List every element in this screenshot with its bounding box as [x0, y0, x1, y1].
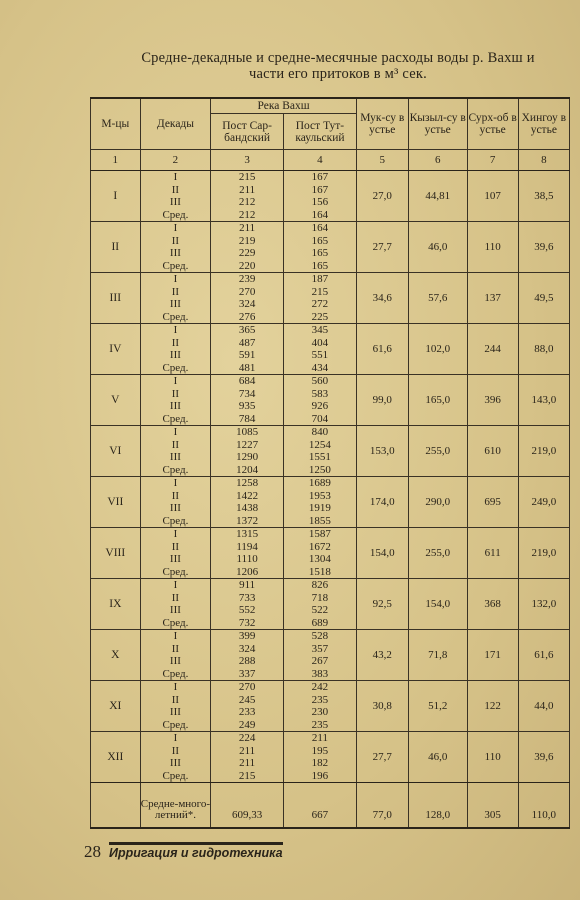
long-term-muksu: 77,0: [356, 783, 408, 829]
title-line-1: Средне-декадные и средне-месячные расходы воды р. Вахш и: [141, 50, 535, 66]
post-tutkaul-values: [283, 222, 356, 273]
post-sarband-values-value: 784: [238, 412, 256, 425]
decade-list-value: I: [173, 681, 178, 693]
post-sarband-values-value: 276: [238, 310, 256, 323]
decade-list-value: Сред.: [162, 361, 189, 374]
post-tutkaul-values-value: 704: [311, 412, 329, 425]
post-tutkaul-values-value: 357: [311, 642, 329, 655]
table-row: [91, 477, 570, 528]
decade-list: [140, 273, 211, 324]
post-tutkaul-values-value: 196: [311, 769, 329, 782]
post-sarband-values-value: 1422: [236, 489, 259, 502]
muksu-value: 61,6: [356, 324, 408, 375]
decade-list-value: III: [169, 298, 181, 310]
col-number: 5: [356, 150, 408, 171]
post-sarband-values: [211, 579, 284, 630]
khingou-value: 132,0: [518, 579, 569, 630]
post-tutkaul-values-value: 434: [311, 361, 329, 374]
post-sarband-values-value: 399: [238, 630, 256, 642]
muksu-value: 99,0: [356, 375, 408, 426]
post-tutkaul-values: [283, 273, 356, 324]
post-tutkaul-values-value: 522: [311, 604, 329, 616]
month-label: II: [91, 222, 141, 273]
post-tutkaul-values-value: 182: [311, 757, 329, 769]
post-tutkaul-values-value: 242: [311, 681, 329, 693]
khingou-value: 88,0: [518, 324, 569, 375]
table-row: [91, 375, 570, 426]
post-tutkaul-values-value: 1518: [308, 565, 331, 578]
kyzylsu-value: 44,81: [408, 171, 467, 222]
decade-list-value: II: [171, 438, 180, 451]
post-sarband-values-value: 220: [238, 259, 256, 272]
post-tutkaul-values-value: 1689: [308, 477, 331, 489]
decade-list-value: Сред.: [162, 565, 189, 578]
decade-list-value: I: [173, 528, 178, 540]
post-sarband-values: [211, 681, 284, 732]
table-row: [91, 426, 570, 477]
kyzylsu-value: 57,6: [408, 273, 467, 324]
long-term-average-label: Средне-много-летний*.: [140, 783, 211, 829]
decade-list-value: Сред.: [162, 463, 189, 476]
table-row: [91, 273, 570, 324]
muksu-value: 43,2: [356, 630, 408, 681]
decade-list-value: II: [171, 183, 180, 196]
decade-list: [140, 324, 211, 375]
table-title: [96, 50, 580, 82]
decade-list-value: II: [171, 489, 180, 502]
post-sarband-values: [211, 732, 284, 783]
decade-list-value: III: [169, 757, 181, 769]
post-sarband-values-value: 734: [238, 387, 256, 400]
table-row: [91, 732, 570, 783]
post-sarband-values-value: 219: [238, 234, 256, 247]
month-label: VIII: [91, 528, 141, 579]
decade-list-value: III: [169, 655, 181, 667]
post-tutkaul-values-value: 718: [311, 591, 329, 604]
muksu-value: 27,7: [356, 732, 408, 783]
kyzylsu-value: 290,0: [408, 477, 467, 528]
post-sarband-values-value: 935: [238, 400, 256, 412]
decade-list: [140, 681, 211, 732]
post-sarband-values: [211, 477, 284, 528]
surkhob-value: 611: [467, 528, 518, 579]
post-tutkaul-values-value: 195: [311, 744, 329, 757]
month-label: XI: [91, 681, 141, 732]
decade-list-value: II: [171, 591, 180, 604]
surkhob-value: 244: [467, 324, 518, 375]
table-row: [91, 171, 570, 222]
decade-list: [140, 426, 211, 477]
header-muksu: Мук-су в устье: [356, 98, 408, 150]
post-tutkaul-values: [283, 477, 356, 528]
long-term-khingou: 110,0: [518, 783, 569, 829]
muksu-value: 92,5: [356, 579, 408, 630]
post-tutkaul-values: [283, 324, 356, 375]
muksu-value: 153,0: [356, 426, 408, 477]
post-sarband-values-value: 215: [238, 171, 256, 183]
kyzylsu-value: 165,0: [408, 375, 467, 426]
post-sarband-values-value: 245: [238, 693, 256, 706]
post-sarband-values-value: 337: [238, 667, 256, 680]
decade-list-value: II: [171, 285, 180, 298]
kyzylsu-value: 255,0: [408, 426, 467, 477]
post-tutkaul-values: [283, 426, 356, 477]
post-sarband-values: [211, 528, 284, 579]
header-post-sarband: Пост Сар-бандский: [211, 114, 284, 150]
post-tutkaul-values-value: 1587: [308, 528, 331, 540]
decade-list-value: III: [169, 247, 181, 259]
month-label: I: [91, 171, 141, 222]
discharge-table: [90, 97, 570, 829]
decade-list-value: Сред.: [162, 514, 189, 527]
header-decades: Декады: [140, 98, 211, 150]
post-tutkaul-values-value: 345: [311, 324, 329, 336]
decade-list-value: II: [171, 744, 180, 757]
table-body: [91, 171, 570, 783]
col-number: 6: [408, 150, 467, 171]
post-sarband-values: [211, 171, 284, 222]
post-sarband-values-value: 211: [239, 757, 256, 769]
table-row: [91, 630, 570, 681]
post-tutkaul-values-value: 164: [311, 208, 329, 221]
col-number: 3: [211, 150, 284, 171]
post-tutkaul-values-value: 383: [311, 667, 329, 680]
post-tutkaul-values-value: 187: [311, 273, 329, 285]
khingou-value: 61,6: [518, 630, 569, 681]
table-row: [91, 579, 570, 630]
post-sarband-values-value: 224: [238, 732, 256, 744]
title-line-2: части его притоков в м³ сек.: [249, 66, 427, 82]
surkhob-value: 396: [467, 375, 518, 426]
month-label: IX: [91, 579, 141, 630]
post-tutkaul-values-value: 840: [311, 426, 329, 438]
long-term-surkhob: 305: [467, 783, 518, 829]
decade-list-value: II: [171, 540, 180, 553]
decade-list: [140, 630, 211, 681]
long-term-post-sarband: 609,33: [211, 783, 284, 829]
decade-list-value: I: [173, 732, 178, 744]
post-sarband-values-value: 211: [239, 744, 256, 757]
kyzylsu-value: 51,2: [408, 681, 467, 732]
post-sarband-values-value: 1194: [236, 540, 258, 553]
post-tutkaul-values-value: 1254: [308, 438, 331, 451]
journal-title: Ирригация и гидротехника: [109, 842, 283, 860]
page-footer: [84, 842, 283, 862]
post-tutkaul-values: [283, 681, 356, 732]
surkhob-value: 137: [467, 273, 518, 324]
header-post-tutkaul: Пост Тут-каульский: [283, 114, 356, 150]
post-tutkaul-values: [283, 171, 356, 222]
post-sarband-values-value: 215: [238, 769, 256, 782]
decade-list-value: I: [173, 222, 178, 234]
page-number: 28: [84, 842, 101, 861]
post-tutkaul-values-value: 272: [311, 298, 329, 310]
col-number: 1: [91, 150, 141, 171]
month-label: X: [91, 630, 141, 681]
khingou-value: 219,0: [518, 528, 569, 579]
decade-list-value: III: [169, 451, 181, 463]
khingou-value: 39,6: [518, 222, 569, 273]
decade-list: [140, 477, 211, 528]
decade-list-value: I: [173, 630, 178, 642]
post-sarband-values-value: 732: [238, 616, 256, 629]
col-number: 4: [283, 150, 356, 171]
table-row: [91, 222, 570, 273]
muksu-value: 34,6: [356, 273, 408, 324]
khingou-value: 49,5: [518, 273, 569, 324]
muksu-value: 27,7: [356, 222, 408, 273]
post-tutkaul-values-value: 267: [311, 655, 329, 667]
post-sarband-values-value: 1204: [236, 463, 259, 476]
surkhob-value: 122: [467, 681, 518, 732]
post-sarband-values-value: 1227: [236, 438, 259, 451]
long-term-post-tutkaul: 667: [283, 783, 356, 829]
post-tutkaul-values-value: 1953: [308, 489, 331, 502]
decade-list-value: III: [169, 349, 181, 361]
surkhob-value: 610: [467, 426, 518, 477]
decade-list: [140, 732, 211, 783]
kyzylsu-value: 46,0: [408, 732, 467, 783]
post-sarband-values-value: 365: [238, 324, 256, 336]
post-sarband-values-value: 229: [238, 247, 256, 259]
decade-list-value: Сред.: [162, 718, 189, 731]
khingou-value: 38,5: [518, 171, 569, 222]
kyzylsu-value: 102,0: [408, 324, 467, 375]
khingou-value: 143,0: [518, 375, 569, 426]
kyzylsu-value: 255,0: [408, 528, 467, 579]
post-tutkaul-values-value: 1919: [308, 502, 331, 514]
post-tutkaul-values: [283, 630, 356, 681]
kyzylsu-value: 46,0: [408, 222, 467, 273]
surkhob-value: 368: [467, 579, 518, 630]
post-tutkaul-values-value: 165: [311, 234, 329, 247]
post-sarband-values: [211, 324, 284, 375]
decade-list-value: I: [173, 426, 178, 438]
post-tutkaul-values-value: 528: [311, 630, 329, 642]
post-sarband-values-value: 249: [238, 718, 256, 731]
khingou-value: 44,0: [518, 681, 569, 732]
decade-list-value: Сред.: [162, 616, 189, 629]
decade-list-value: II: [171, 642, 180, 655]
decade-list-value: Сред.: [162, 208, 189, 221]
post-sarband-values: [211, 273, 284, 324]
post-sarband-values-value: 270: [238, 285, 256, 298]
decade-list-value: III: [169, 400, 181, 412]
header-river-group: Река Вахш: [211, 98, 357, 114]
post-sarband-values: [211, 222, 284, 273]
decade-list-value: II: [171, 693, 180, 706]
post-tutkaul-values-value: 156: [311, 196, 329, 208]
post-tutkaul-values-value: 165: [311, 247, 329, 259]
khingou-value: 39,6: [518, 732, 569, 783]
post-tutkaul-values-value: 167: [311, 183, 329, 196]
col-number: 2: [140, 150, 211, 171]
post-tutkaul-values: [283, 528, 356, 579]
month-label: IV: [91, 324, 141, 375]
post-tutkaul-values: [283, 732, 356, 783]
post-tutkaul-values-value: 926: [311, 400, 329, 412]
post-sarband-values-value: 212: [238, 208, 256, 221]
header-kyzylsu: Кызыл-су в устье: [408, 98, 467, 150]
post-sarband-values-value: 911: [239, 579, 256, 591]
post-sarband-values-value: 1438: [236, 502, 259, 514]
decade-list-value: I: [173, 579, 178, 591]
post-sarband-values-value: 684: [238, 375, 256, 387]
post-sarband-values: [211, 426, 284, 477]
khingou-value: 219,0: [518, 426, 569, 477]
header-khingou: Хингоу в устье: [518, 98, 569, 150]
post-tutkaul-values-value: 225: [311, 310, 329, 323]
post-tutkaul-values-value: 1672: [308, 540, 331, 553]
surkhob-value: 110: [467, 732, 518, 783]
table-row: [91, 324, 570, 375]
decade-list-value: Сред.: [162, 310, 189, 323]
decade-list-value: Сред.: [162, 259, 189, 272]
post-sarband-values-value: 1372: [236, 514, 259, 527]
surkhob-value: 171: [467, 630, 518, 681]
decade-list-value: III: [169, 196, 181, 208]
surkhob-value: 110: [467, 222, 518, 273]
decade-list-value: Сред.: [162, 769, 189, 782]
post-tutkaul-values: [283, 579, 356, 630]
month-label: XII: [91, 732, 141, 783]
post-sarband-values-value: 591: [238, 349, 256, 361]
post-tutkaul-values-value: 826: [311, 579, 329, 591]
decade-list-value: II: [171, 387, 180, 400]
post-tutkaul-values-value: 164: [311, 222, 329, 234]
post-tutkaul-values-value: 230: [311, 706, 329, 718]
post-tutkaul-values-value: 211: [311, 732, 328, 744]
decade-list-value: III: [169, 502, 181, 514]
post-sarband-values: [211, 375, 284, 426]
decade-list: [140, 579, 211, 630]
decade-list-value: II: [171, 234, 180, 247]
decade-list-value: I: [173, 273, 178, 285]
post-sarband-values-value: 1110: [236, 553, 258, 565]
post-tutkaul-values: [283, 375, 356, 426]
post-sarband-values-value: 211: [239, 183, 256, 196]
long-term-average-row: [91, 783, 570, 829]
month-label: V: [91, 375, 141, 426]
post-sarband-values-value: 1206: [236, 565, 259, 578]
decade-list: [140, 171, 211, 222]
post-tutkaul-values-value: 235: [311, 693, 329, 706]
post-sarband-values-value: 233: [238, 706, 256, 718]
post-tutkaul-values-value: 560: [311, 375, 329, 387]
post-sarband-values-value: 481: [238, 361, 256, 374]
decade-list-value: I: [173, 324, 178, 336]
decade-list-value: Сред.: [162, 412, 189, 425]
col-number: 8: [518, 150, 569, 171]
long-term-kyzylsu: 128,0: [408, 783, 467, 829]
post-sarband-values-value: 1315: [236, 528, 259, 540]
surkhob-value: 107: [467, 171, 518, 222]
post-sarband-values-value: 487: [238, 336, 256, 349]
post-tutkaul-values-value: 689: [311, 616, 329, 629]
decade-list: [140, 375, 211, 426]
decade-list: [140, 528, 211, 579]
muksu-value: 30,8: [356, 681, 408, 732]
post-sarband-values-value: 324: [238, 642, 256, 655]
post-tutkaul-values-value: 167: [311, 171, 329, 183]
decade-list: [140, 222, 211, 273]
muksu-value: 27,0: [356, 171, 408, 222]
post-sarband-values-value: 1258: [236, 477, 259, 489]
decade-list-value: I: [173, 477, 178, 489]
post-tutkaul-values-value: 551: [311, 349, 329, 361]
decade-list-value: II: [171, 336, 180, 349]
post-tutkaul-values-value: 1304: [308, 553, 331, 565]
decade-list-value: III: [169, 604, 181, 616]
post-tutkaul-values-value: 165: [311, 259, 329, 272]
post-sarband-values-value: 211: [239, 222, 256, 234]
post-tutkaul-values-value: 1250: [308, 463, 331, 476]
post-sarband-values-value: 552: [238, 604, 256, 616]
decade-list-value: I: [173, 375, 178, 387]
month-label: VI: [91, 426, 141, 477]
post-tutkaul-values-value: 404: [311, 336, 329, 349]
post-sarband-values-value: 212: [238, 196, 256, 208]
post-tutkaul-values-value: 1551: [308, 451, 331, 463]
header-month: М-цы: [91, 98, 141, 150]
muksu-value: 174,0: [356, 477, 408, 528]
post-tutkaul-values-value: 583: [311, 387, 329, 400]
post-sarband-values-value: 1085: [236, 426, 259, 438]
post-sarband-values-value: 270: [238, 681, 256, 693]
table-row: [91, 528, 570, 579]
post-sarband-values-value: 733: [238, 591, 256, 604]
post-sarband-values-value: 288: [238, 655, 256, 667]
kyzylsu-value: 154,0: [408, 579, 467, 630]
post-tutkaul-values-value: 215: [311, 285, 329, 298]
post-tutkaul-values-value: 1855: [308, 514, 331, 527]
month-label: III: [91, 273, 141, 324]
header-surkhob: Сурх-об в устье: [467, 98, 518, 150]
table-row: [91, 681, 570, 732]
decade-list-value: III: [169, 706, 181, 718]
decade-list-value: Сред.: [162, 667, 189, 680]
khingou-value: 249,0: [518, 477, 569, 528]
month-label: VII: [91, 477, 141, 528]
col-number: 7: [467, 150, 518, 171]
muksu-value: 154,0: [356, 528, 408, 579]
post-sarband-values-value: 1290: [236, 451, 259, 463]
post-sarband-values-value: 324: [238, 298, 256, 310]
post-sarband-values-value: 239: [238, 273, 256, 285]
kyzylsu-value: 71,8: [408, 630, 467, 681]
decade-list-value: III: [169, 553, 181, 565]
surkhob-value: 695: [467, 477, 518, 528]
post-sarband-values: [211, 630, 284, 681]
decade-list-value: I: [173, 171, 178, 183]
post-tutkaul-values-value: 235: [311, 718, 329, 731]
